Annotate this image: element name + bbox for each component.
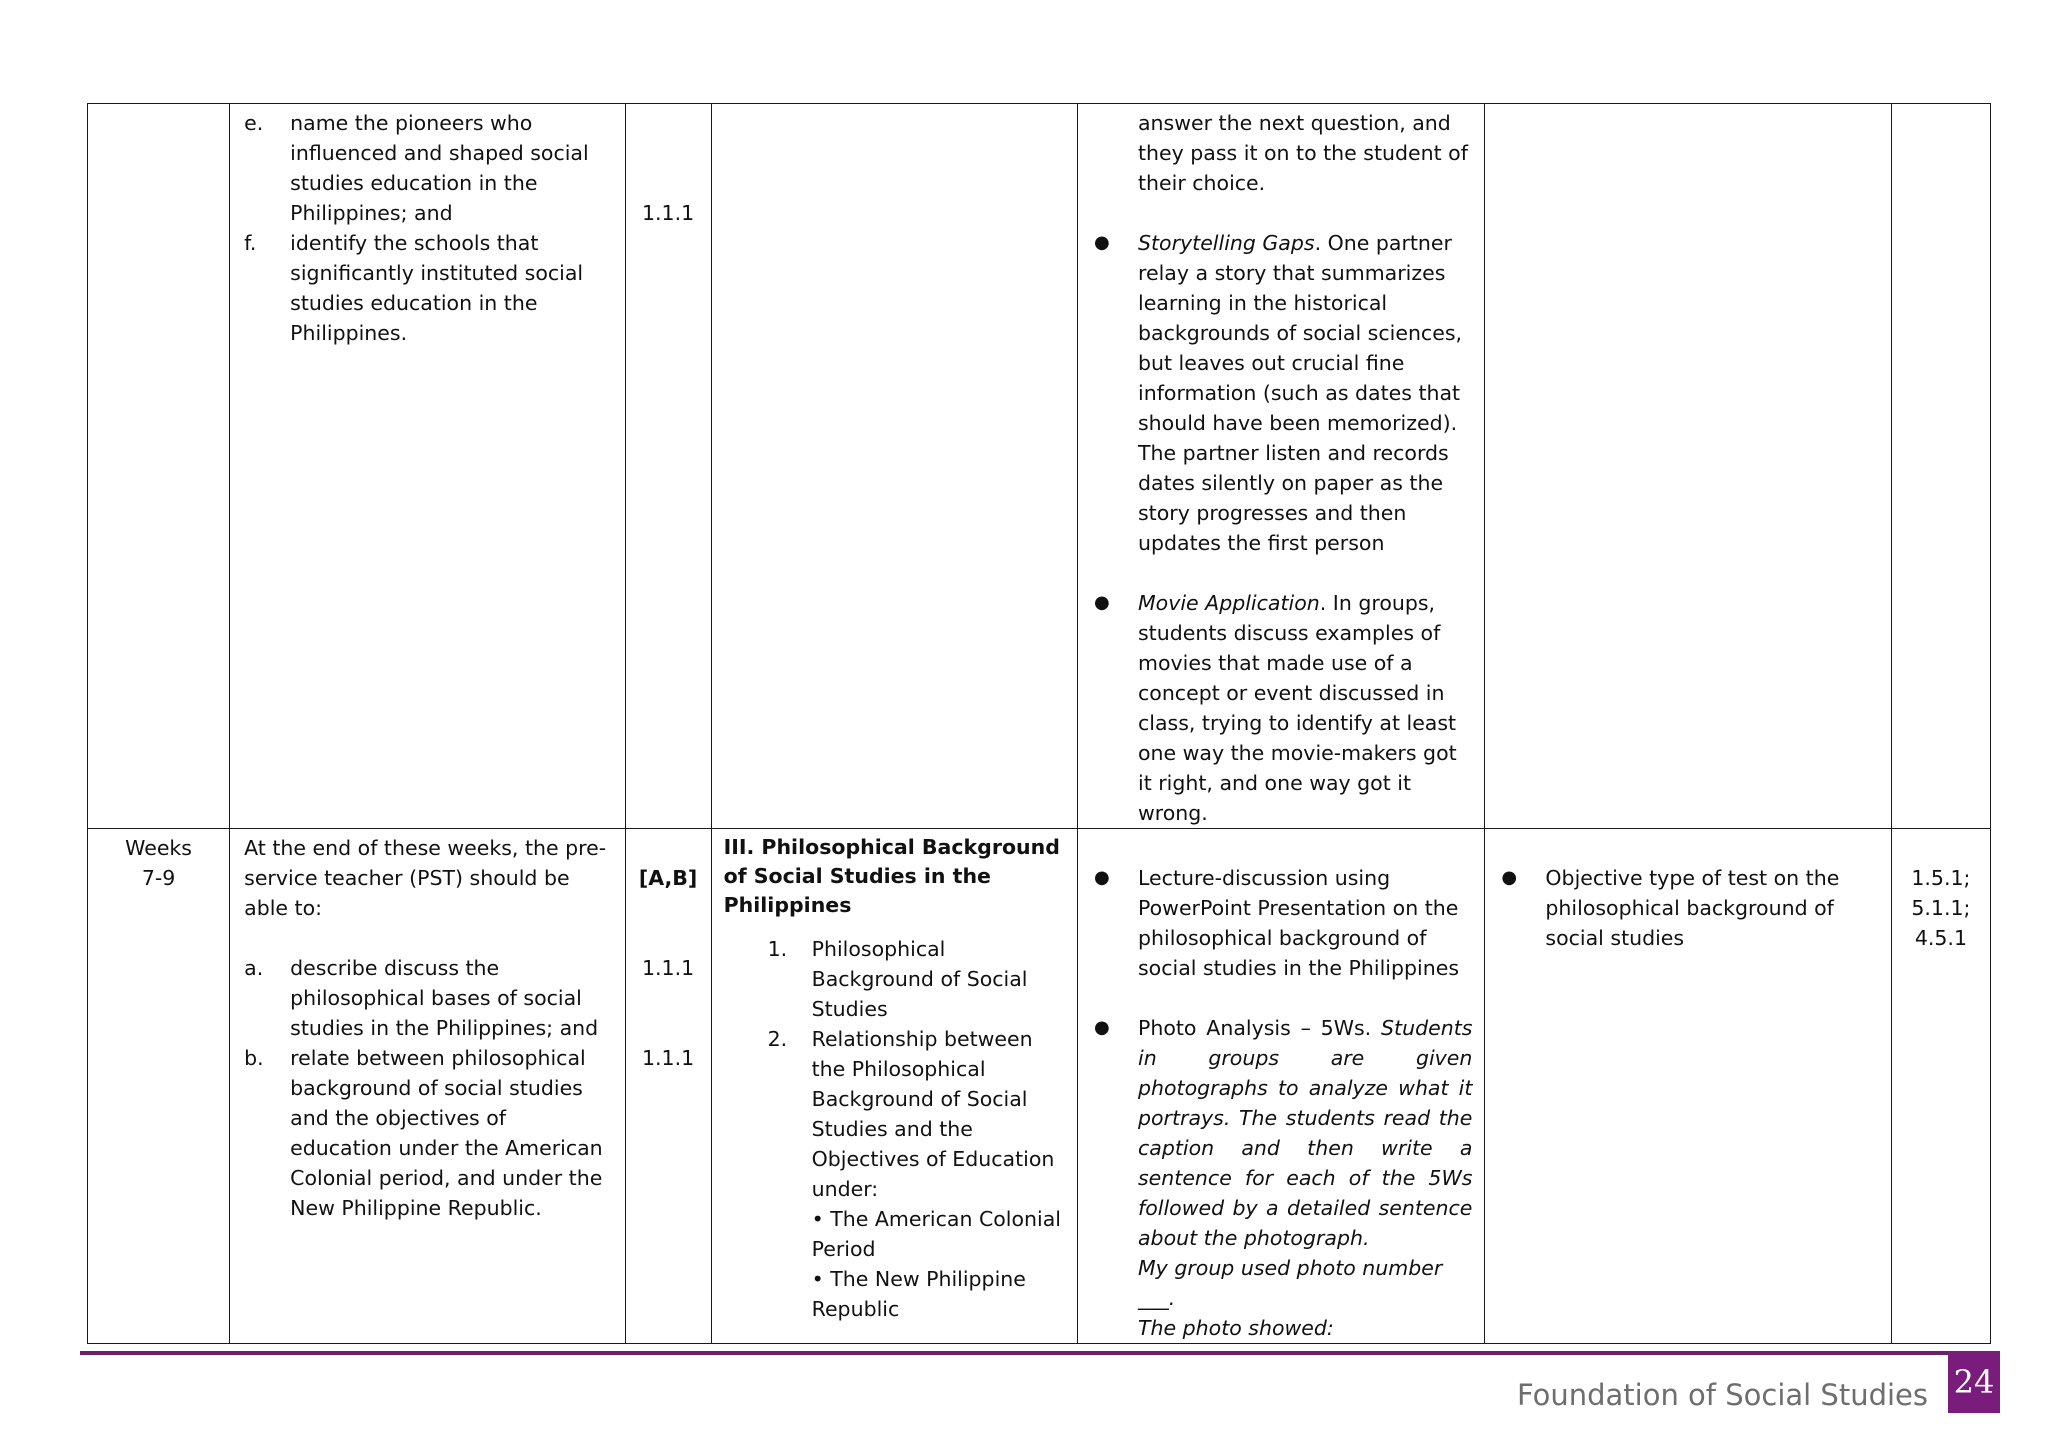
assessment-cell [1485, 104, 1891, 829]
outcome-code: 1.1.1 [642, 956, 695, 980]
list-item: ● Storytelling Gaps. One partner relay a story that summarizes learning in the historical backgrounds of social sciences, but leaves out crucial fine information (such as dates that should have been memorized). The partner listen and records dates silently on paper as the story progresses and then updates the first person [1092, 228, 1472, 558]
activity-text: Lecture-discussion using PowerPoint Presentation on the philosophical background of social studies in the Philippines [1138, 866, 1460, 980]
topics-list [724, 934, 1067, 1324]
list-marker: a. [244, 956, 264, 980]
list-marker: 2. [767, 1027, 788, 1051]
objective-text: relate between philosophical background of social studies and the objectives of education under the American Colonial period, and under the New Philippine Republic. [290, 1046, 603, 1220]
assessment-list [1499, 863, 1878, 953]
bullet-icon: ● [1094, 1017, 1110, 1038]
outcome-code: 1.1.1 [642, 201, 695, 225]
list-marker: f. [244, 231, 257, 255]
list-marker: 1. [767, 937, 788, 961]
objectives-list [244, 108, 612, 348]
weeks-cell [88, 104, 230, 829]
activities-list [1092, 228, 1472, 828]
list-item [1499, 863, 1878, 953]
activity-lead: Photo Analysis – 5Ws. [1138, 1016, 1372, 1040]
list-item [244, 108, 612, 228]
assessment-text: Objective type of test on the philosophical background of social studies [1545, 866, 1840, 950]
objectives-cell [230, 104, 625, 829]
objectives-list [244, 953, 612, 1223]
objective-text: name the pioneers who influenced and shaped social studies education in the Philippines; and [290, 111, 589, 225]
activity-title: Movie Application [1138, 591, 1320, 615]
bullet-icon: ● [1094, 232, 1110, 253]
table-row [88, 829, 1991, 1344]
activity-text: In groups, students discuss examples of movies that made use of a concept or event discussed in class, trying to identify at least one way the movie-makers got it right, and one way got it wrong. [1138, 591, 1457, 825]
activity-text: Students in groups are given photographs to analyze what it portrays. The students read the caption and then write a sentence for each of the 5Ws followed by a detailed sentence about the photograph. [1138, 1016, 1473, 1250]
assessment-cell [1485, 829, 1891, 1344]
outcome-code: 5.1.1; [1911, 896, 1971, 920]
activity-text: The photo showed: [1138, 1316, 1334, 1340]
list-item [768, 934, 1067, 1024]
list-item: ● Movie Application. In groups, students discuss examples of movies that made use of a concept or event discussed in class, trying to identify at least one way the movie-makers got it right, and one way got it wrong. [1092, 588, 1472, 828]
footer-title: Foundation of Social Studies [1516, 1378, 1928, 1412]
list-item [244, 1043, 612, 1223]
topic-text: Relationship between the Philosophical Background of Social Studies and the Objectives of Education under: [811, 1027, 1055, 1201]
outcome-header: [A,B] [638, 866, 698, 890]
weeks-label: Weeks [125, 836, 192, 860]
bullet-icon: ● [1094, 592, 1110, 613]
subtopic: • The American Colonial Period [811, 1207, 1061, 1261]
activities-cell [1078, 104, 1485, 829]
activity-text: One partner relay a story that summarizes learning in the historical backgrounds of social sciences, but leaves out crucial fine information (such as dates that should have been memorized). The partner listen and records dates silently on paper as the story progresses and then updates the first person [1138, 231, 1463, 555]
list-marker: b. [244, 1046, 264, 1070]
page-number: 24 [1948, 1351, 2000, 1413]
footer-divider [80, 1351, 1952, 1355]
activities-cell [1078, 829, 1485, 1344]
objective-text: describe discuss the philosophical bases of social studies in the Philippines; and [290, 956, 599, 1040]
activity-continuation: answer the next question, and they pass it on to the student of their choice. [1138, 111, 1468, 195]
list-item [1092, 863, 1472, 983]
table-row [88, 104, 1991, 829]
topics-cell [711, 829, 1077, 1344]
objective-text: identify the schools that significantly instituted social studies education in the Philippines. [290, 231, 584, 345]
bullet-icon: ● [1094, 867, 1110, 888]
topics-cell [711, 104, 1077, 829]
outcome-cell [625, 829, 711, 1344]
activity-text: My group used photo number ___. [1138, 1256, 1443, 1310]
list-item [244, 228, 612, 348]
outcome-cell [625, 104, 711, 829]
list-marker: e. [244, 111, 264, 135]
outcome-code: 1.5.1; [1911, 866, 1971, 890]
list-item [244, 953, 612, 1043]
objectives-cell [230, 829, 625, 1344]
activity-title: Storytelling Gaps [1138, 231, 1315, 255]
topic-title: III. Philosophical Background of Social Studies in the Philippines [723, 835, 1060, 917]
weeks-cell [88, 829, 230, 1344]
objectives-intro: At the end of these weeks, the pre-service teacher (PST) should be able to: [244, 836, 607, 920]
list-item [768, 1024, 1067, 1324]
activities-list [1092, 863, 1472, 1343]
bullet-icon: ● [1501, 867, 1518, 888]
weeks-range: 7-9 [141, 866, 176, 890]
outcome-code: 1.1.1 [642, 1046, 695, 1070]
syllabus-table [87, 103, 1991, 1344]
subtopic: • The New Philippine Republic [811, 1267, 1026, 1321]
codes-cell [1891, 104, 1990, 829]
codes-cell [1891, 829, 1990, 1344]
outcome-code: 4.5.1 [1914, 926, 1967, 950]
topic-text: Philosophical Background of Social Studies [811, 937, 1028, 1021]
list-item [1092, 1013, 1472, 1343]
